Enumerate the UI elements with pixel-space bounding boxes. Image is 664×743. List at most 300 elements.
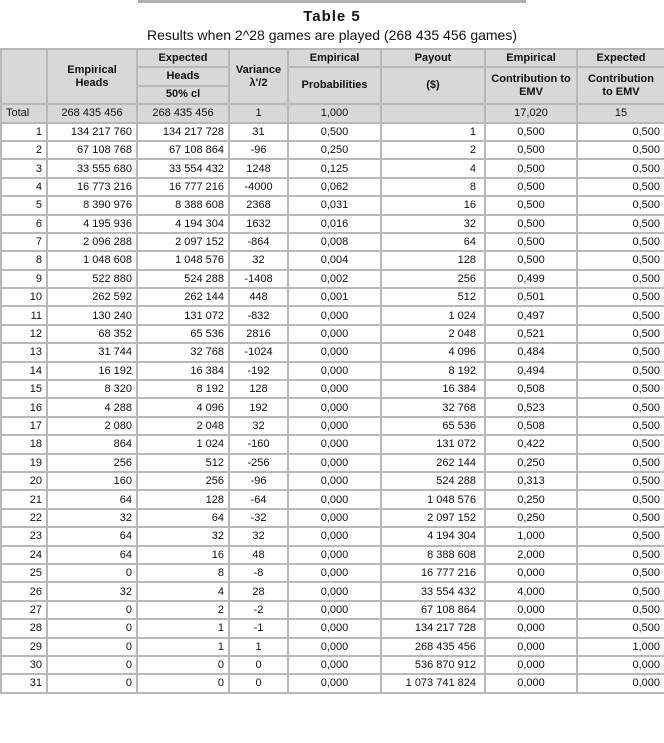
payout-cell: 262 144: [381, 454, 485, 472]
payout-cell: 8: [381, 178, 485, 196]
empirical-heads-cell: 522 880: [47, 270, 137, 288]
expected-contrib-cell: 0,500: [577, 178, 664, 196]
expected-contrib-cell: 0,500: [577, 582, 664, 600]
empirical-prob-cell: 0,001: [288, 288, 381, 306]
expected-heads-cell: 8 388 608: [137, 196, 229, 214]
variance-cell: -1024: [229, 343, 288, 361]
empirical-heads-cell: 16 773 216: [47, 178, 137, 196]
header-expected-heads-3: 50% cl: [137, 86, 229, 104]
table-row: [1, 527, 664, 545]
empirical-prob-cell: 0,000: [288, 454, 381, 472]
empirical-heads-cell: 31 744: [47, 343, 137, 361]
table-row: [1, 233, 664, 251]
empirical-heads-cell: 1 048 608: [47, 251, 137, 269]
expected-heads-cell: 524 288: [137, 270, 229, 288]
row-index-cell: 8: [1, 251, 47, 269]
total-expected-contrib: 15: [577, 104, 664, 122]
empirical-heads-cell: 32: [47, 509, 137, 527]
header-variance: Variance λ'/2: [229, 49, 288, 104]
expected-heads-cell: 1 024: [137, 435, 229, 453]
empirical-prob-cell: 0,000: [288, 509, 381, 527]
variance-cell: -32: [229, 509, 288, 527]
row-index-cell: 15: [1, 380, 47, 398]
expected-heads-cell: 32 768: [137, 343, 229, 361]
payout-cell: 2: [381, 141, 485, 159]
header-payout-1: Payout: [381, 49, 485, 67]
empirical-contrib-cell: 0,422: [485, 435, 577, 453]
empirical-prob-cell: 0,000: [288, 638, 381, 656]
expected-contrib-cell: 0,500: [577, 362, 664, 380]
expected-heads-cell: 16 384: [137, 362, 229, 380]
variance-cell: 48: [229, 546, 288, 564]
expected-contrib-cell: 0,500: [577, 527, 664, 545]
header-empirical-heads: Empirical Heads: [47, 49, 137, 104]
variance-cell: -1408: [229, 270, 288, 288]
empirical-heads-cell: 130 240: [47, 306, 137, 324]
expected-heads-cell: 256: [137, 472, 229, 490]
empirical-heads-cell: 68 352: [47, 325, 137, 343]
payout-cell: 8 192: [381, 362, 485, 380]
variance-cell: -864: [229, 233, 288, 251]
variance-cell: 128: [229, 380, 288, 398]
total-row: [1, 104, 664, 122]
table-row: [1, 546, 664, 564]
payout-cell: 4: [381, 159, 485, 177]
expected-contrib-cell: 1,000: [577, 638, 664, 656]
top-rule: [138, 0, 526, 3]
expected-heads-cell: 2: [137, 601, 229, 619]
empirical-prob-cell: 0,016: [288, 215, 381, 233]
expected-heads-cell: 2 048: [137, 417, 229, 435]
row-index-cell: 9: [1, 270, 47, 288]
header-empirical-prob-2: Probabilities: [288, 67, 381, 104]
variance-cell: 32: [229, 417, 288, 435]
empirical-prob-cell: 0,062: [288, 178, 381, 196]
header-expected-heads-1: Expected: [137, 49, 229, 67]
total-label: Total: [1, 104, 47, 122]
expected-contrib-cell: 0,500: [577, 546, 664, 564]
payout-cell: 131 072: [381, 435, 485, 453]
expected-heads-cell: 8: [137, 564, 229, 582]
empirical-contrib-cell: 0,500: [485, 159, 577, 177]
table-row: [1, 251, 664, 269]
expected-heads-cell: 67 108 864: [137, 141, 229, 159]
total-empirical-contrib: 17,020: [485, 104, 577, 122]
variance-cell: 1248: [229, 159, 288, 177]
expected-heads-cell: 1: [137, 619, 229, 637]
payout-cell: 536 870 912: [381, 656, 485, 674]
payout-cell: 4 194 304: [381, 527, 485, 545]
expected-heads-cell: 0: [137, 656, 229, 674]
row-index-cell: 28: [1, 619, 47, 637]
variance-cell: -96: [229, 472, 288, 490]
expected-contrib-cell: 0,000: [577, 674, 664, 692]
variance-cell: 32: [229, 527, 288, 545]
expected-contrib-cell: 0,500: [577, 325, 664, 343]
empirical-prob-cell: 0,000: [288, 306, 381, 324]
row-index-cell: 20: [1, 472, 47, 490]
empirical-heads-cell: 0: [47, 601, 137, 619]
expected-heads-cell: 33 554 432: [137, 159, 229, 177]
empirical-heads-cell: 64: [47, 527, 137, 545]
row-index-cell: 7: [1, 233, 47, 251]
expected-heads-cell: 1: [137, 638, 229, 656]
table-row: [1, 306, 664, 324]
payout-cell: 32: [381, 215, 485, 233]
variance-cell: -2: [229, 601, 288, 619]
empirical-prob-cell: 0,000: [288, 564, 381, 582]
table-row: [1, 638, 664, 656]
variance-cell: -192: [229, 362, 288, 380]
expected-heads-cell: 65 536: [137, 325, 229, 343]
row-index-cell: 12: [1, 325, 47, 343]
table-row: [1, 141, 664, 159]
row-index-cell: 14: [1, 362, 47, 380]
empirical-prob-cell: 0,000: [288, 582, 381, 600]
expected-heads-cell: 262 144: [137, 288, 229, 306]
row-index-cell: 4: [1, 178, 47, 196]
expected-heads-cell: 4 194 304: [137, 215, 229, 233]
row-index-cell: 6: [1, 215, 47, 233]
table-row: [1, 288, 664, 306]
variance-cell: 0: [229, 674, 288, 692]
payout-cell: 2 097 152: [381, 509, 485, 527]
expected-contrib-cell: 0,500: [577, 380, 664, 398]
variance-cell: -256: [229, 454, 288, 472]
expected-contrib-cell: 0,500: [577, 270, 664, 288]
header-empirical-contrib-2: Contribution to EMV: [485, 67, 577, 104]
variance-cell: -8: [229, 564, 288, 582]
header-empirical-prob-1: Empirical: [288, 49, 381, 67]
payout-cell: 512: [381, 288, 485, 306]
row-index-cell: 27: [1, 601, 47, 619]
variance-cell: -4000: [229, 178, 288, 196]
total-expected-heads: 268 435 456: [137, 104, 229, 122]
empirical-prob-cell: 0,000: [288, 490, 381, 508]
empirical-contrib-cell: 0,000: [485, 674, 577, 692]
empirical-prob-cell: 0,500: [288, 123, 381, 141]
table-title: Table 5: [303, 8, 361, 25]
header-expected-heads-2: Heads: [137, 67, 229, 85]
payout-cell: 1: [381, 123, 485, 141]
table-row: [1, 178, 664, 196]
payout-cell: 4 096: [381, 343, 485, 361]
row-index-cell: 23: [1, 527, 47, 545]
table-row: [1, 270, 664, 288]
empirical-heads-cell: 256: [47, 454, 137, 472]
expected-contrib-cell: 0,500: [577, 601, 664, 619]
payout-cell: 65 536: [381, 417, 485, 435]
empirical-heads-cell: 8 390 976: [47, 196, 137, 214]
variance-cell: 28: [229, 582, 288, 600]
expected-contrib-cell: 0,000: [577, 656, 664, 674]
expected-heads-cell: 32: [137, 527, 229, 545]
empirical-heads-cell: 262 592: [47, 288, 137, 306]
empirical-contrib-cell: 4,000: [485, 582, 577, 600]
empirical-heads-cell: 64: [47, 490, 137, 508]
expected-contrib-cell: 0,500: [577, 490, 664, 508]
empirical-heads-cell: 2 096 288: [47, 233, 137, 251]
empirical-prob-cell: 0,000: [288, 380, 381, 398]
empirical-contrib-cell: 0,501: [485, 288, 577, 306]
expected-contrib-cell: 0,500: [577, 196, 664, 214]
payout-cell: 1 073 741 824: [381, 674, 485, 692]
row-index-cell: 11: [1, 306, 47, 324]
payout-cell: 1 024: [381, 306, 485, 324]
row-index-cell: 3: [1, 159, 47, 177]
expected-heads-cell: 16: [137, 546, 229, 564]
expected-contrib-cell: 0,500: [577, 564, 664, 582]
empirical-prob-cell: 0,000: [288, 435, 381, 453]
variance-cell: 448: [229, 288, 288, 306]
variance-cell: -160: [229, 435, 288, 453]
empirical-prob-cell: 0,000: [288, 472, 381, 490]
table-row: [1, 196, 664, 214]
empirical-contrib-cell: 0,494: [485, 362, 577, 380]
results-table: [0, 48, 664, 694]
table-row: [1, 674, 664, 692]
empirical-heads-cell: 0: [47, 619, 137, 637]
table-row: [1, 343, 664, 361]
empirical-prob-cell: 0,002: [288, 270, 381, 288]
empirical-contrib-cell: 0,500: [485, 251, 577, 269]
table-row: [1, 564, 664, 582]
empirical-prob-cell: 0,004: [288, 251, 381, 269]
row-index-cell: 5: [1, 196, 47, 214]
empirical-prob-cell: 0,000: [288, 417, 381, 435]
expected-heads-cell: 128: [137, 490, 229, 508]
expected-heads-cell: 512: [137, 454, 229, 472]
empirical-heads-cell: 0: [47, 674, 137, 692]
empirical-prob-cell: 0,000: [288, 674, 381, 692]
expected-contrib-cell: 0,500: [577, 619, 664, 637]
payout-cell: 33 554 432: [381, 582, 485, 600]
variance-cell: -64: [229, 490, 288, 508]
expected-contrib-cell: 0,500: [577, 509, 664, 527]
table-row: [1, 215, 664, 233]
empirical-contrib-cell: 0,500: [485, 196, 577, 214]
empirical-prob-cell: 0,000: [288, 619, 381, 637]
row-index-cell: 13: [1, 343, 47, 361]
row-index-cell: 21: [1, 490, 47, 508]
expected-contrib-cell: 0,500: [577, 398, 664, 416]
empirical-contrib-cell: 0,000: [485, 619, 577, 637]
table-subtitle: Results when 2^28 games are played (268 435 456 games): [146, 27, 517, 43]
empirical-contrib-cell: 2,000: [485, 546, 577, 564]
expected-heads-cell: 4: [137, 582, 229, 600]
variance-cell: 1: [229, 638, 288, 656]
payout-cell: 16 384: [381, 380, 485, 398]
empirical-contrib-cell: 1,000: [485, 527, 577, 545]
row-index-cell: 22: [1, 509, 47, 527]
expected-contrib-cell: 0,500: [577, 435, 664, 453]
payout-cell: 64: [381, 233, 485, 251]
header-payout-2: ($): [381, 67, 485, 104]
expected-heads-cell: 16 777 216: [137, 178, 229, 196]
variance-cell: 0: [229, 656, 288, 674]
table-row: [1, 454, 664, 472]
empirical-heads-cell: 0: [47, 638, 137, 656]
expected-contrib-cell: 0,500: [577, 417, 664, 435]
empirical-contrib-cell: 0,500: [485, 141, 577, 159]
row-index-cell: 24: [1, 546, 47, 564]
empirical-heads-cell: 32: [47, 582, 137, 600]
expected-contrib-cell: 0,500: [577, 233, 664, 251]
variance-cell: 2368: [229, 196, 288, 214]
expected-heads-cell: 4 096: [137, 398, 229, 416]
empirical-contrib-cell: 0,500: [485, 123, 577, 141]
empirical-contrib-cell: 0,250: [485, 454, 577, 472]
header-expected-contrib-1: Expected: [577, 49, 664, 67]
table-row: [1, 601, 664, 619]
row-index-cell: 30: [1, 656, 47, 674]
empirical-contrib-cell: 0,521: [485, 325, 577, 343]
empirical-contrib-cell: 0,500: [485, 178, 577, 196]
empirical-contrib-cell: 0,000: [485, 601, 577, 619]
row-index-cell: 18: [1, 435, 47, 453]
expected-contrib-cell: 0,500: [577, 159, 664, 177]
empirical-contrib-cell: 0,250: [485, 509, 577, 527]
empirical-heads-cell: 4 195 936: [47, 215, 137, 233]
table-row: [1, 582, 664, 600]
empirical-contrib-cell: 0,500: [485, 215, 577, 233]
variance-cell: 31: [229, 123, 288, 141]
empirical-heads-cell: 33 555 680: [47, 159, 137, 177]
empirical-contrib-cell: 0,500: [485, 233, 577, 251]
expected-contrib-cell: 0,500: [577, 454, 664, 472]
table-row: [1, 123, 664, 141]
table-row: [1, 417, 664, 435]
row-index-cell: 16: [1, 398, 47, 416]
empirical-heads-cell: 67 108 768: [47, 141, 137, 159]
expected-contrib-cell: 0,500: [577, 343, 664, 361]
variance-cell: 2816: [229, 325, 288, 343]
empirical-contrib-cell: 0,313: [485, 472, 577, 490]
empirical-contrib-cell: 0,508: [485, 417, 577, 435]
expected-contrib-cell: 0,500: [577, 215, 664, 233]
empirical-heads-cell: 134 217 760: [47, 123, 137, 141]
table-row: [1, 509, 664, 527]
empirical-heads-cell: 0: [47, 656, 137, 674]
empirical-contrib-cell: 0,000: [485, 564, 577, 582]
empirical-prob-cell: 0,000: [288, 656, 381, 674]
empirical-contrib-cell: 0,000: [485, 638, 577, 656]
empirical-heads-cell: 4 288: [47, 398, 137, 416]
empirical-contrib-cell: 0,499: [485, 270, 577, 288]
payout-cell: 2 048: [381, 325, 485, 343]
empirical-prob-cell: 0,000: [288, 398, 381, 416]
expected-heads-cell: 64: [137, 509, 229, 527]
variance-cell: 1632: [229, 215, 288, 233]
row-index-cell: 19: [1, 454, 47, 472]
payout-cell: 128: [381, 251, 485, 269]
table-row: [1, 619, 664, 637]
empirical-prob-cell: 0,000: [288, 546, 381, 564]
row-index-cell: 17: [1, 417, 47, 435]
payout-cell: 268 435 456: [381, 638, 485, 656]
total-empirical-prob: 1,000: [288, 104, 381, 122]
row-index-cell: 31: [1, 674, 47, 692]
expected-contrib-cell: 0,500: [577, 123, 664, 141]
variance-cell: -96: [229, 141, 288, 159]
empirical-contrib-cell: 0,508: [485, 380, 577, 398]
table-row: [1, 362, 664, 380]
expected-heads-cell: 8 192: [137, 380, 229, 398]
total-payout: [381, 104, 485, 122]
table-row: [1, 656, 664, 674]
empirical-prob-cell: 0,008: [288, 233, 381, 251]
expected-contrib-cell: 0,500: [577, 472, 664, 490]
row-index-cell: 1: [1, 123, 47, 141]
empirical-prob-cell: 0,125: [288, 159, 381, 177]
expected-heads-cell: 134 217 728: [137, 123, 229, 141]
row-index-cell: 25: [1, 564, 47, 582]
row-index-cell: 29: [1, 638, 47, 656]
table-row: [1, 380, 664, 398]
expected-heads-cell: 0: [137, 674, 229, 692]
header-empirical-contrib-1: Empirical: [485, 49, 577, 67]
table-row: [1, 472, 664, 490]
empirical-prob-cell: 0,000: [288, 343, 381, 361]
empirical-heads-cell: 16 192: [47, 362, 137, 380]
variance-cell: -832: [229, 306, 288, 324]
empirical-heads-cell: 64: [47, 546, 137, 564]
empirical-contrib-cell: 0,000: [485, 656, 577, 674]
total-variance: 1: [229, 104, 288, 122]
empirical-prob-cell: 0,031: [288, 196, 381, 214]
table-row: [1, 398, 664, 416]
empirical-contrib-cell: 0,250: [485, 490, 577, 508]
payout-cell: 524 288: [381, 472, 485, 490]
payout-cell: 134 217 728: [381, 619, 485, 637]
payout-cell: 16: [381, 196, 485, 214]
empirical-heads-cell: 160: [47, 472, 137, 490]
expected-heads-cell: 2 097 152: [137, 233, 229, 251]
empirical-heads-cell: 2 080: [47, 417, 137, 435]
empirical-heads-cell: 0: [47, 564, 137, 582]
row-index-cell: 26: [1, 582, 47, 600]
header-index: [1, 49, 47, 104]
expected-heads-cell: 131 072: [137, 306, 229, 324]
table-row: [1, 325, 664, 343]
empirical-prob-cell: 0,250: [288, 141, 381, 159]
table-row: [1, 435, 664, 453]
expected-contrib-cell: 0,500: [577, 288, 664, 306]
expected-contrib-cell: 0,500: [577, 141, 664, 159]
variance-cell: -1: [229, 619, 288, 637]
expected-contrib-cell: 0,500: [577, 251, 664, 269]
table-row: [1, 159, 664, 177]
row-index-cell: 2: [1, 141, 47, 159]
payout-cell: 256: [381, 270, 485, 288]
empirical-contrib-cell: 0,523: [485, 398, 577, 416]
empirical-prob-cell: 0,000: [288, 527, 381, 545]
payout-cell: 16 777 216: [381, 564, 485, 582]
empirical-prob-cell: 0,000: [288, 601, 381, 619]
total-empirical-heads: 268 435 456: [47, 104, 137, 122]
empirical-contrib-cell: 0,497: [485, 306, 577, 324]
expected-contrib-cell: 0,500: [577, 306, 664, 324]
expected-heads-cell: 1 048 576: [137, 251, 229, 269]
empirical-prob-cell: 0,000: [288, 325, 381, 343]
empirical-heads-cell: 864: [47, 435, 137, 453]
empirical-prob-cell: 0,000: [288, 362, 381, 380]
payout-cell: 67 108 864: [381, 601, 485, 619]
payout-cell: 8 388 608: [381, 546, 485, 564]
variance-cell: 32: [229, 251, 288, 269]
empirical-heads-cell: 8 320: [47, 380, 137, 398]
payout-cell: 1 048 576: [381, 490, 485, 508]
